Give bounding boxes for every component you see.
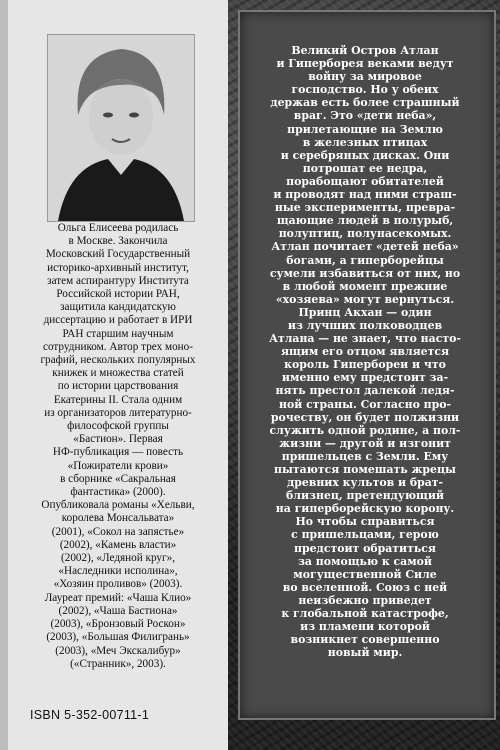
annotation-line: ные эксперименты, превра-: [274, 201, 456, 215]
annotation-line: древних культов и брат-: [286, 476, 444, 490]
bio-line: Екатерины II. Стала одним: [53, 393, 183, 406]
bio-line: в сборнике «Сакральная: [60, 472, 176, 485]
annotation-line: господство. Но у обеих: [291, 83, 439, 97]
bio-line: (2003), «Бронзовый Роскон»: [50, 618, 186, 631]
annotation-line: в железных птицах: [302, 135, 428, 149]
annotation-line: к глобальной катастрофе,: [281, 607, 449, 621]
bio-line: (2003), «Большая Филигрань»: [46, 631, 190, 644]
annotation-line: и серебряных дисках. Они: [280, 148, 450, 162]
annotation-line: богами, а гиперборейцы: [286, 253, 444, 267]
annotation-line: из лучших полководцев: [287, 318, 443, 332]
bio-line: книжек и множества статей: [52, 367, 184, 380]
annotation-line: нять престол далекой ледя-: [275, 384, 455, 398]
annotation-line: Атлана — не знает, что насто-: [269, 332, 461, 346]
annotation-line: Принц Акхан — один: [298, 305, 432, 319]
author-biography: [16, 222, 220, 671]
annotation-line: король Гипербореи и что: [284, 358, 446, 372]
bio-line: (2002), «Чаша Бастиона»: [58, 604, 178, 617]
annotation-line: могущественной Силе: [293, 567, 437, 581]
bio-line: сотрудником. Автор трех моно-: [43, 340, 193, 353]
annotation-line: именно ему предстоит за-: [281, 371, 449, 385]
bio-line: в Москве. Закончила: [68, 235, 168, 248]
bio-line: (2001), «Сокол на запястье»: [51, 525, 185, 538]
bio-line: («Странник», 2003).: [70, 657, 166, 670]
annotation-line: войну за мировое: [308, 70, 422, 84]
author-photo: [47, 34, 195, 222]
bio-line: РАН старшим научным: [62, 327, 174, 340]
bio-line: затем аспирантуру Института: [47, 274, 189, 287]
spine-stripe: [0, 0, 8, 750]
annotation-line: предстоит обратиться: [294, 541, 436, 555]
bio-line: из организаторов литературно-: [44, 406, 192, 419]
bio-line: королева Монсальвата»: [61, 512, 175, 525]
bio-line: защитила кандидатскую: [60, 301, 176, 314]
bio-line: по истории царствования: [57, 380, 179, 393]
annotation-line: полуптиц, полунасекомых.: [278, 227, 452, 241]
annotation-line: Великий Остров Атлан: [291, 44, 439, 57]
annotation-line: из пламени которой: [300, 620, 430, 634]
annotation-line: неизбежно приведет: [298, 593, 432, 607]
bio-line: диссертацию и работает в ИРИ: [43, 314, 193, 327]
bio-line: «Бастион». Первая: [73, 433, 163, 446]
annotation-line: во вселенной. Союз с ней: [282, 580, 448, 594]
annotation-line: ной страны. Согласно про-: [279, 397, 451, 411]
annotation-line: жизни — другой и изгонит: [279, 436, 451, 450]
annotation-line: за помощью к самой: [297, 554, 433, 568]
book-annotation: [244, 44, 486, 659]
bio-line: «Пожиратели крови»: [67, 459, 169, 472]
bio-line: Ольга Елисеева родилась: [57, 222, 179, 234]
annotation-line: ящим его отцом является: [280, 345, 450, 359]
annotation-line: Атлан почитает «детей неба»: [271, 240, 459, 254]
annotation-line: в любой момент прежние: [282, 279, 448, 293]
bio-line: НФ-публикация — повесть: [52, 446, 184, 459]
bio-line: философской группы: [67, 420, 169, 433]
bio-line: (2002), «Камень власти»: [59, 538, 177, 551]
bio-line: (2002), «Ледяной круг»,: [61, 552, 175, 565]
annotation-line: и проводят над ними страш-: [273, 188, 457, 202]
bio-line: «Хозяин проливов» (2003).: [53, 578, 183, 591]
annotation-line: «хозяева» могут вернуться.: [275, 292, 455, 306]
bio-line: историко-архивный институт,: [47, 261, 189, 274]
annotation-line: пришельцев с Земли. Ему: [281, 449, 449, 463]
bio-line: Опубликовала романы «Хельви,: [41, 499, 195, 512]
annotation-line: Но чтобы справиться: [295, 515, 435, 529]
annotation-line: с пришельцами, герою: [291, 528, 439, 542]
bio-line: «Наследники исполина»,: [58, 565, 178, 578]
annotation-line: порабощают обитателей: [286, 174, 444, 188]
bio-line: (2003), «Меч Экскалибур»: [55, 644, 181, 657]
annotation-line: держав есть более страшный: [270, 96, 460, 110]
bio-line: Российской истории РАН,: [56, 288, 180, 301]
bio-line: графий, нескольких популярных: [40, 354, 196, 367]
annotation-line: враг. Это «дети неба»,: [293, 109, 437, 123]
annotation-line: пытаются помешать жрецы: [274, 463, 456, 476]
bio-line: Лауреат премий: «Чаша Клио»: [44, 591, 192, 604]
annotation-line: на гиперборейскую корону.: [275, 502, 455, 516]
annotation-line: возникнет совершенно: [290, 633, 440, 647]
annotation-line: новый мир.: [327, 646, 403, 660]
annotation-line: служить одной родине, а пол-: [269, 423, 461, 437]
annotation-line: и Гиперборея веками ведут: [276, 57, 454, 71]
annotation-line: рочеству, он будет полжизни: [270, 410, 460, 424]
bio-line: Московский Государственный: [45, 248, 191, 261]
annotation-line: близнец, претендующий: [286, 489, 444, 503]
annotation-line: сумели избавиться от них, но: [269, 266, 461, 280]
annotation-line: прилетающие на Землю: [287, 122, 443, 136]
bio-line: фантастика» (2000).: [70, 486, 166, 499]
isbn-number: ISBN 5-352-00711-1: [30, 708, 150, 722]
annotation-line: щающие людей в полурыб,: [276, 214, 454, 228]
author-portrait-image: [48, 35, 194, 221]
annotation-line: потрошат ее недра,: [302, 161, 428, 175]
